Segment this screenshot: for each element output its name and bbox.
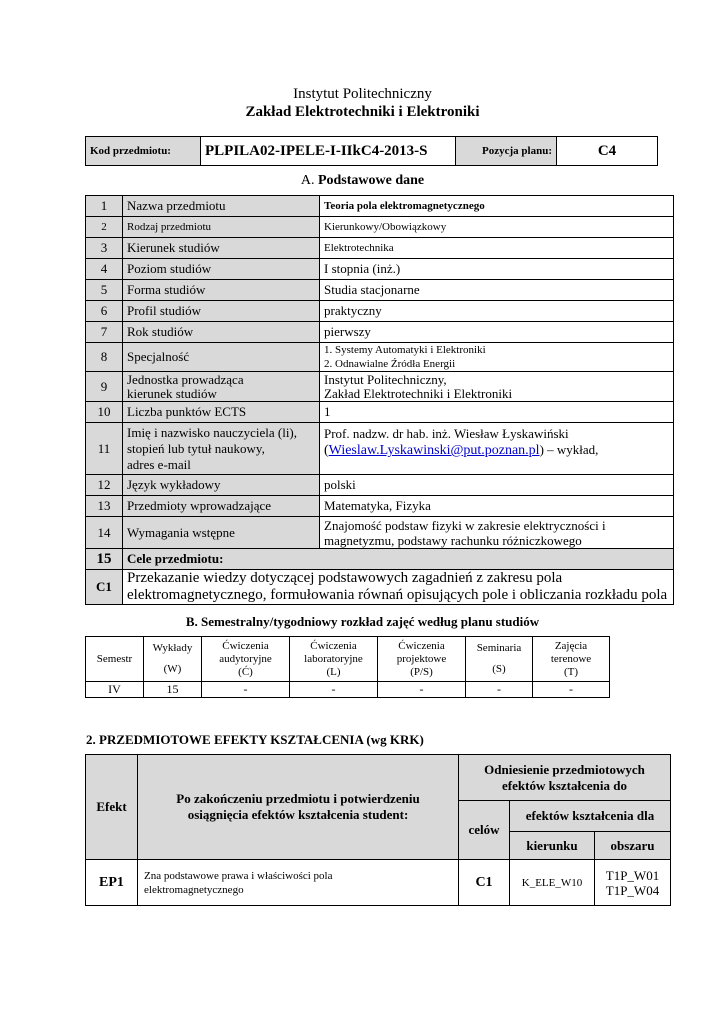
effect-area-ref-line: T1P_W01 — [605, 867, 660, 883]
plan-position-value: C4 — [557, 137, 658, 166]
row-number: 10 — [86, 402, 123, 423]
row-value: Matematyka, Fizyka — [320, 496, 674, 517]
goal-id: C1 — [86, 570, 123, 605]
row-label: Rok studiów — [123, 322, 320, 343]
row-number: 3 — [86, 238, 123, 259]
row-number: 7 — [86, 322, 123, 343]
table-row — [86, 402, 674, 423]
teacher-role: ) – wykład, — [539, 442, 599, 457]
field-header: kierunku — [510, 832, 595, 860]
row-number: 4 — [86, 259, 123, 280]
course-code-value: PLPILA02-IPELE-I-IIkC4-2013-S — [201, 137, 456, 166]
row-value-line: Znajomość podstaw fizyki w zakresie elektryczności i — [324, 517, 606, 533]
table-row — [86, 259, 674, 280]
row-number: 6 — [86, 301, 123, 322]
course-code-table — [85, 136, 658, 166]
table-row — [86, 517, 674, 549]
row-number: 15 — [86, 549, 123, 570]
specialization-item: 2. Odnawialne Źródła Energii — [324, 358, 456, 370]
table-row — [86, 217, 674, 238]
teacher-info — [320, 423, 674, 475]
goal-text-line: Przekazanie wiedzy dotyczącej podstawowych zagadnień z zakresu pola — [127, 570, 563, 586]
row-label — [123, 423, 320, 475]
schedule-row — [86, 682, 610, 698]
schedule-header: Ćwiczenia audytoryjne (Ć) — [202, 637, 290, 682]
section-a-title: A. Podstawowe dane — [300, 173, 425, 188]
table-row — [86, 238, 674, 259]
row-label-line: stopień lub tytuł naukowy, — [127, 440, 265, 456]
goals-label-text: Cele przedmiotu — [127, 551, 220, 566]
outcomes-header: efektów kształcenia dla — [510, 801, 671, 832]
row-value: praktyczny — [320, 301, 674, 322]
table-row — [86, 570, 674, 605]
schedule-header: Semestr — [86, 637, 144, 682]
area-header: obszaru — [595, 832, 671, 860]
table-row — [86, 343, 674, 372]
row-label: Język wykładowy — [123, 475, 320, 496]
row-label: Poziom studiów — [123, 259, 320, 280]
row-value: Elektrotechnika — [320, 238, 674, 259]
row-label: Przedmioty wprowadzające — [123, 496, 320, 517]
row-label-line: Imię i nazwisko nauczyciela (li), — [127, 424, 298, 440]
effect-goal: C1 — [459, 860, 510, 906]
teacher-contact — [324, 442, 669, 459]
course-name-value: Teoria pola elektromagnetycznego — [320, 196, 674, 217]
row-value — [320, 372, 674, 402]
row-label — [123, 372, 320, 402]
effect-desc-header-line: Po zakończeniu przedmiotu i potwierdzeniu — [176, 791, 420, 806]
schedule-header: Wykłady (W) — [144, 637, 202, 682]
row-value: polski — [320, 475, 674, 496]
institute-name: Instytut Politechniczny — [293, 86, 432, 102]
schedule-header: Ćwiczenia projektowe (P/S) — [378, 637, 466, 682]
goals-header: celów — [459, 801, 510, 860]
schedule-header: Ćwiczenia laboratoryjne (L) — [290, 637, 378, 682]
table-row — [86, 423, 674, 475]
section-b-title: B. Semestralny/tygodniowy rozkład zajęć według planu studiów — [185, 614, 540, 629]
row-value: I stopnia (inż.) — [320, 259, 674, 280]
goal-text-line: elektromagnetycznego, formułowania równań opisujących pole i obliczania rozkładu pola — [127, 587, 668, 603]
row-label-line: Jednostka prowadząca — [127, 371, 244, 387]
section-2-title: 2. PRZEDMIOTOWE EFEKTY KSZTAŁCENIA (wg KRK) — [86, 732, 424, 747]
schedule-cell: - — [378, 682, 466, 698]
schedule-table — [85, 636, 610, 698]
row-value: Kierunkowy/Obowiązkowy — [320, 217, 674, 238]
row-value: pierwszy — [320, 322, 674, 343]
schedule-cell: 15 — [144, 682, 202, 698]
row-label: Profil studiów — [123, 301, 320, 322]
row-label: Wymagania wstępne — [123, 517, 320, 549]
row-value — [320, 517, 674, 549]
effect-area-ref-line: T1P_W04 — [605, 882, 660, 898]
schedule-cell: - — [533, 682, 610, 698]
effect-desc-header-line: osiągnięcia efektów kształcenia student: — [187, 807, 409, 822]
department-name: Zakład Elektrotechniki i Elektroniki — [245, 104, 480, 120]
effect-id: EP1 — [86, 860, 138, 906]
row-number: 9 — [86, 372, 123, 402]
row-number: 1 — [86, 196, 123, 217]
table-row — [86, 475, 674, 496]
ects-value: 1 — [320, 402, 674, 423]
course-code-label: Kod przedmiotu: — [86, 137, 201, 166]
plan-position-label: Pozycja planu: — [456, 137, 557, 166]
schedule-cell: IV — [86, 682, 144, 698]
row-label-line: adres e-mail — [127, 456, 191, 472]
schedule-header: Seminaria (S) — [466, 637, 533, 682]
row-number: 8 — [86, 343, 123, 372]
table-row — [86, 280, 674, 301]
teacher-email-link[interactable]: Wieslaw.Lyskawinski@put.poznan.pl — [328, 443, 540, 458]
schedule-header: Zajęcia terenowe (T) — [533, 637, 610, 682]
effect-description-line: elektromagnetycznego — [144, 883, 244, 896]
row-label: Forma studiów — [123, 280, 320, 301]
row-number: 5 — [86, 280, 123, 301]
basic-data-table — [85, 195, 674, 605]
effect-row — [86, 860, 671, 906]
goal-text — [123, 570, 674, 605]
row-value-line: Zakład Elektrotechniki i Elektroniki — [324, 385, 513, 401]
schedule-cell: - — [290, 682, 378, 698]
schedule-cell: - — [202, 682, 290, 698]
reference-header — [459, 755, 671, 801]
row-label: Specjalność — [123, 343, 320, 372]
effects-table — [85, 754, 671, 906]
row-number: 14 — [86, 517, 123, 549]
effect-desc-header — [138, 755, 459, 860]
table-row — [86, 322, 674, 343]
row-number: 11 — [86, 423, 123, 475]
effect-area-ref — [595, 860, 671, 906]
paren-open: ( — [324, 443, 329, 458]
table-row — [86, 372, 674, 402]
row-number: 13 — [86, 496, 123, 517]
teacher-name: Prof. nadzw. dr hab. inż. Wiesław Łyskawiński — [324, 426, 569, 441]
row-number: 2 — [86, 217, 123, 238]
effect-description — [138, 860, 459, 906]
table-row — [86, 196, 674, 217]
row-label: Liczba punktów ECTS — [123, 402, 320, 423]
table-row — [86, 496, 674, 517]
row-value-line: magnetyzmu, podstawy rachunku różniczkowego — [324, 532, 582, 548]
effect-description-line: Zna podstawowe prawa i właściwości pola — [144, 869, 333, 882]
effect-header: Efekt — [86, 755, 138, 860]
schedule-cell: - — [466, 682, 533, 698]
row-value-line: Instytut Politechniczny, — [324, 371, 447, 387]
specialization-list — [320, 343, 674, 372]
row-label: Nazwa przedmiotu — [123, 196, 320, 217]
row-label-line: kierunek studiów — [127, 385, 217, 401]
row-label: Kierunek studiów — [123, 238, 320, 259]
specialization-item: 1. Systemy Automatyki i Elektroniki — [324, 344, 486, 356]
reference-header-line: efektów kształcenia do — [502, 777, 627, 793]
table-row — [86, 301, 674, 322]
table-row — [86, 549, 674, 570]
row-value: Studia stacjonarne — [320, 280, 674, 301]
row-number: 12 — [86, 475, 123, 496]
row-label: Rodzaj przedmiotu — [123, 217, 320, 238]
goals-label: Cele przedmiotu: — [123, 549, 674, 570]
effect-field-ref: K_ELE_W10 — [510, 860, 595, 906]
schedule-header-row — [86, 637, 610, 682]
reference-header-line: Odniesienie przedmiotowych — [484, 761, 645, 777]
effects-header-row — [86, 755, 671, 801]
